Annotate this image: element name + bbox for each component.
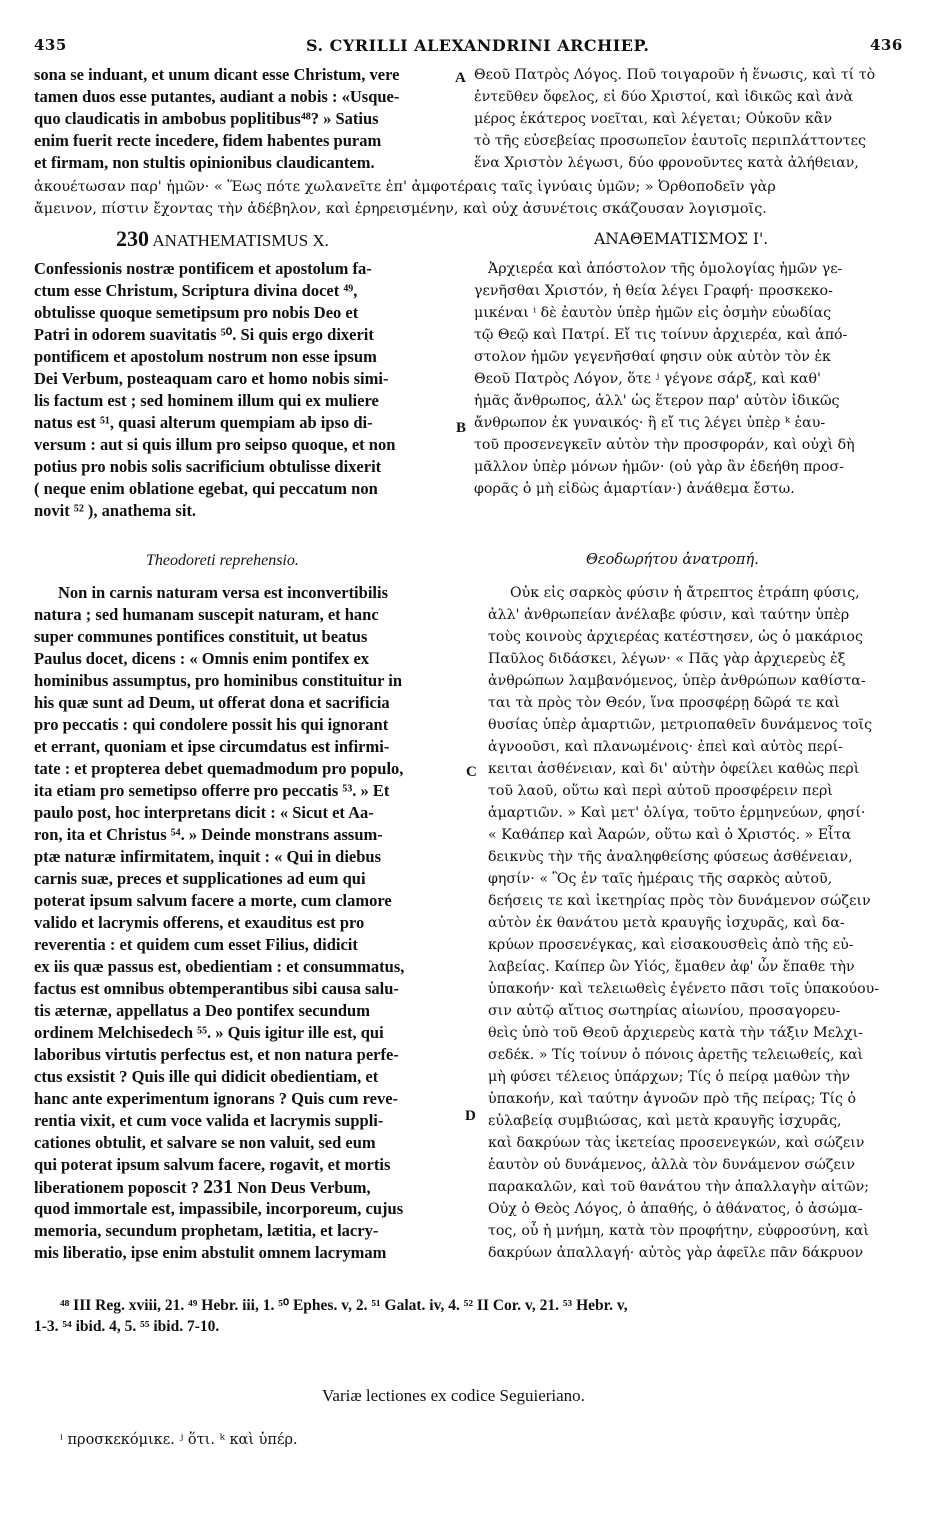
text-line: ἀκουέτωσαν παρ' ἡμῶν· « Ἕως πότε χωλανεῖτε ἐπ' ἀμφοτέραις ταῖς ἰγνύαις ὑμῶν; » Ὀρθοποδεῖν γὰρ — [34, 179, 776, 195]
text-line: ctum esse Christum, Scriptura divina docet ⁴⁹, — [34, 281, 358, 300]
running-title: S. CYRILLI ALEXANDRINI ARCHIEP. — [306, 36, 650, 55]
text-line: φορᾶς ὁ μὴ εἰδὼς ἁμαρτίαν·) ἀνάθεμα ἔστω. — [474, 481, 795, 497]
text-line: reverentia : et quidem cum esset Filius, didicit — [34, 935, 358, 954]
text-line: ἀνθρώπων λαμβανόμενος, ὑπὲρ ἀνθρώπων καθίστα- — [488, 673, 866, 689]
text-line: μέρος ἑκάτερος νοεῖται, καὶ λέγεται; Οὐκοῦν κἂν — [474, 111, 833, 127]
text-line: memoria, secundum prophetam, lætitia, et lacry- — [34, 1221, 379, 1240]
text-line: valido et lacrymis offerens, et exauditus est pro — [34, 913, 365, 932]
marker-c: C — [466, 764, 477, 780]
text-line: Θεοῦ Πατρὸς Λόγος. Ποῦ τοιγαροῦν ἡ ἕνωσις, καὶ τί τὸ — [474, 67, 876, 83]
text-line: Οὐχ ὁ Θεὸς Λόγος, ὁ ἀπαθής, ὁ ἀθάνατος, ὁ ἀσώμα- — [488, 1201, 863, 1217]
text-line: ἐντεῦθεν ὄφελος, εἰ δύο Χριστοί, καὶ ἰδικῶς καὶ ἀνὰ — [474, 89, 854, 105]
text-line: obtulisse quoque semetipsum pro nobis Deo et — [34, 303, 359, 322]
text-line: μᾶλλον ὑπὲρ μόνων ἡμῶν· (οὐ γὰρ ἂν ἐδεήθη προσ- — [474, 459, 844, 475]
text-line: tate : et propterea debet quemadmodum pro populo, — [34, 759, 404, 778]
text-line: quo claudicatis in ambobus poplitibus⁴⁸? » Satius — [34, 109, 379, 128]
text-line: Θεοῦ Πατρὸς Λόγον, ὅτε ʲ γέγονε σάρξ, καὶ καθ' — [474, 371, 821, 387]
text-line: γενῆσθαι Χριστόν, ἡ θεία λέγει Γραφή· προσκεκο- — [474, 283, 833, 299]
text-line: δακρύων ἀπαλλαγή· αὐτὸς γὰρ ἀφεῖλε πᾶν δάκρυον — [488, 1245, 864, 1261]
text-line: et firmam, non stultis opinionibus claudicantem. — [34, 153, 375, 172]
text-line: κρύων προσενέγκας, καὶ εἰσακουσθεὶς ἀπὸ τῆς εὐ- — [488, 937, 854, 953]
reprehensio-title-latin: Theodoreti reprehensio. — [146, 552, 299, 569]
text-line: αὐτὸν ἐκ θανάτου μετὰ κραυγῆς ἰσχυρᾶς, καὶ δα- — [488, 915, 845, 931]
page-number-right: 436 — [870, 36, 903, 54]
text-line: ἀγνοοῦσι, καὶ πλανωμένοις· ἐπεὶ καὶ αὐτὸς περί- — [488, 739, 843, 755]
section-latin-heading: ANATHEMATISMUS X. — [152, 231, 329, 250]
text-span: Non Deus Verbum, — [237, 1178, 371, 1197]
section-title-latin — [116, 226, 329, 252]
text-line: σιν αὐτῷ αἴτιος σωτηρίας αἰωνίου, προσαγορευ- — [488, 1003, 841, 1019]
text-line: hanc ante experimentum ignorans ? Quis cum reve- — [34, 1089, 399, 1108]
text-line: καὶ δακρύων τὰς ἱκετείας προσενεγκών, καὶ σώζειν — [488, 1135, 865, 1151]
variae-lectiones-title: Variæ lectiones ex codice Seguieriano. — [322, 1386, 585, 1405]
text-line: et errant, quoniam et ipse circumdatus est infirmi- — [34, 737, 390, 756]
text-line: ὑπακοήν· καὶ τελειωθεὶς ἐγένετο πᾶσι τοῖς ὑπακούου- — [488, 981, 880, 997]
text-line: natus est ⁵¹, quasi alterum quempiam ab ipso di- — [34, 413, 373, 432]
text-line: τοῦ προσενεγκεῖν αὐτὸν τὴν προσφοράν, καὶ οὐχὶ δὴ — [474, 437, 855, 453]
text-line: ἄμεινον, πίστιν ἔχοντας τὴν ἀδέβηλον, καὶ ἐρηρεισμένην, καὶ οὐχ ἀσυνέτοις σκάζουσαν λογισμοῖς. — [34, 201, 767, 217]
marker-d: D — [465, 1108, 476, 1124]
text-line: pontificem et apostolum nostrum non esse ipsum — [34, 347, 377, 366]
text-line: super communes pontifices constituit, ut beatus — [34, 627, 368, 646]
text-line: poterat ipsum salvum facere a morte, cum clamore — [34, 891, 392, 910]
text-line: Patri in odorem suavitatis ⁵⁰. Si quis ergo dixerit — [34, 325, 374, 344]
text-line: novit ⁵² ), anathema sit. — [34, 501, 197, 520]
text-line: laboribus virtutis perfectus est, et non natura perfe- — [34, 1045, 399, 1064]
section-number-231: 231 — [203, 1176, 234, 1198]
section-title-greek: ΑΝΑΘΕΜΑΤΙΣΜΟΣ Ι'. — [594, 230, 769, 248]
text-span: liberationem poposcit ? — [34, 1178, 199, 1197]
text-line: ex iis quæ passus est, obedientiam : et consummatus, — [34, 957, 405, 976]
text-line: ita etiam pro semetipso offerre pro peccatis ⁵³. » Et — [34, 781, 390, 800]
section-number: 230 — [116, 226, 149, 251]
text-line: natura ; sed humanam suscepit naturam, et hanc — [34, 605, 379, 624]
text-line: σεδέκ. » Τίς τοίνυν ὁ πόνοις ἀρετῆς τελειωθείς, καὶ — [488, 1047, 864, 1063]
text-line: ctus exsistit ? Quis ille qui didicit obedientiam, et — [34, 1067, 379, 1086]
text-line: potius pro nobis solis sacrificium obtulisse dixerit — [34, 457, 382, 476]
text-line: ὑπακοήν, καὶ ταύτην ἀγνοῶν πρὸ τῆς πείρας; Τίς ὁ — [488, 1091, 857, 1107]
text-line: hominibus assumptus, pro hominibus constituitur in — [34, 671, 403, 690]
text-line — [34, 1176, 371, 1199]
footnote-line: ⁴⁸ III Reg. xviii, 21. ⁴⁹ Hebr. iii, 1. ⁵⁰ Ephes. v, 2. ⁵¹ Galat. iv, 4. ⁵² II Cor. v, 21. ⁵³ Hebr. v, — [60, 1297, 628, 1314]
text-line: ἡμᾶς ἄνθρωπος, ἀλλ' ὡς ἕτερον παρ' αὐτὸν ἰδικῶς — [474, 393, 840, 409]
text-line: ἕνα Χριστὸν λέγωσι, δύο φρονοῦντες κατὰ ἀλήθειαν, — [474, 155, 859, 171]
text-line: λαβείας. Καίπερ ὢν Υἱός, ἔμαθεν ἀφ' ὧν ἔπαθε τὴν — [488, 959, 855, 975]
text-line: « Καθάπερ καὶ Ἀαρών, οὕτω καὶ ὁ Χριστός. » Εἶτα — [488, 827, 852, 843]
text-line: ordinem Melchisedech ⁵⁵. » Quis igitur ille est, qui — [34, 1023, 384, 1042]
text-line: paulo post, hoc interpretans dicit : « Sicut et Aa- — [34, 803, 374, 822]
text-line: ἀλλ' ἀνθρωπείαν ἀνέλαβε φύσιν, καὶ ταύτην ὑπὲρ — [488, 607, 850, 623]
reprehensio-title-greek: Θεοδωρήτου ἀνατροπή. — [586, 552, 759, 568]
page-number-left: 435 — [34, 36, 67, 54]
text-line: Dei Verbum, posteaquam caro et homo nobis simi- — [34, 369, 389, 388]
text-line: his quæ sunt ad Deum, ut offerat dona et sacrificia — [34, 693, 390, 712]
text-line: θεὶς ὑπὸ τοῦ Θεοῦ ἀρχιερεὺς κατὰ τὴν τάξιν Μελχι- — [488, 1025, 863, 1041]
text-line: Παῦλος διδάσκει, λέγων· « Πᾶς γὰρ ἀρχιερεὺς ἐξ — [488, 651, 846, 667]
text-line: enim fuerit recte incedere, fidem habentes puram — [34, 131, 382, 150]
variae-lectiones-line: ⁱ προσκεκόμικε. ʲ ὅτι. ᵏ καὶ ὑπέρ. — [60, 1432, 298, 1448]
text-line: μὴ φύσει τέλειος ὑπάρχων; Τίς ὁ πείρᾳ μαθὼν τὴν — [488, 1069, 851, 1085]
text-line: τοὺς κοινοὺς ἀρχιερέας κατέστησεν, ὡς ὁ μακάριος — [488, 629, 863, 645]
text-line: rentia vixit, et cum voce valida et lacrymis suppli- — [34, 1111, 384, 1130]
text-line: pro peccatis : qui condolere possit his qui ignorant — [34, 715, 389, 734]
text-line: factus est omnibus obtemperantibus sibi causa salu- — [34, 979, 399, 998]
text-line: lis factum est ; sed hominem illum qui ex muliere — [34, 391, 379, 410]
text-line: Paulus docet, dicens : « Omnis enim pontifex ex — [34, 649, 370, 668]
footnote-line: 1-3. ⁵⁴ ibid. 4, 5. ⁵⁵ ibid. 7-10. — [34, 1318, 220, 1335]
text-line: τὸ τῆς εὐσεβείας προσωπεῖον ἑαυτοῖς περιπλάττοντες — [474, 133, 866, 149]
text-line: ( neque enim oblatione egebat, qui peccatum non — [34, 479, 378, 498]
text-line: δεικνὺς τὴν τῆς ἀναληφθείσης φύσεως ἀσθένειαν, — [488, 849, 853, 865]
text-line: ἑαυτὸν οὐ δυνάμενος, ἀλλὰ τὸν δυνάμενον σώζειν — [488, 1157, 855, 1173]
text-line: ἄνθρωπον ἐκ γυναικός· ἢ εἴ τις λέγει ὑπὲρ ᵏ ἑαυ- — [474, 415, 826, 431]
marker-b: B — [456, 420, 467, 436]
text-line: Confessionis nostræ pontificem et apostolum fa- — [34, 259, 372, 278]
marker-a: A — [455, 70, 466, 86]
text-line: ται τὰ πρὸς τὸν Θεόν, ἵνα προσφέρῃ δῶρά τε καὶ — [488, 695, 840, 711]
text-line: δεήσεις τε καὶ ἱκετηρίας πρὸς τὸν δυνάμενον σώζειν — [488, 893, 871, 909]
text-line: cationes obtulit, et salvare se non valuit, sed eum — [34, 1133, 376, 1152]
text-line: Non in carnis naturam versa est inconvertibilis — [58, 583, 388, 602]
text-line: εὐλαβείᾳ συμβιώσας, καὶ μετὰ κραυγῆς ἰσχυρᾶς, — [488, 1113, 842, 1129]
text-line: τοῦ λαοῦ, οὕτω καὶ περὶ αὑτοῦ προσφέρειν περὶ — [488, 783, 833, 799]
text-line: carnis suæ, preces et supplicationes ad eum qui — [34, 869, 366, 888]
text-line: τος, οὗ ἡ μνήμη, κατὰ τὸν προφήτην, εὐφροσύνη, καὶ — [488, 1223, 869, 1239]
text-line: τῷ Θεῷ καὶ Πατρί. Εἴ τις τοίνυν ἀρχιερέα, καὶ ἀπό- — [474, 327, 848, 343]
text-line: παρακαλῶν, καὶ τοῦ θανάτου τὴν ἀπαλλαγὴν αἰτῶν; — [488, 1179, 869, 1195]
text-line: mis liberatio, ipse enim abstulit omnem lacrymam — [34, 1243, 387, 1262]
text-line: κειται ἀσθένειαν, καὶ δι' αὐτὴν ὀφείλει καθὼς περὶ — [488, 761, 860, 777]
text-line: sona se induant, et unum dicant esse Christum, vere — [34, 65, 400, 84]
text-line: quod immortale est, impassibile, incorporeum, cujus — [34, 1199, 404, 1218]
text-line: θυσίας ὑπὲρ ἁμαρτιῶν, μετριοπαθεῖν δυνάμενος τοῖς — [488, 717, 873, 733]
text-line: tis æternæ, appellatus a Deo pontifex secundum — [34, 1001, 370, 1020]
text-line: qui poterat ipsum salvum facere, rogavit, et mortis — [34, 1155, 391, 1174]
text-line: ἁμαρτιῶν. » Καὶ μετ' ὀλίγα, τοῦτο ἑρμηνεύων, φησί· — [488, 805, 866, 821]
text-line: versum : aut si quis illum pro seipso quoque, et non — [34, 435, 396, 454]
text-line: φησίν· « Ὃς ἐν ταῖς ἡμέραις τῆς σαρκὸς αὐτοῦ, — [488, 871, 833, 887]
text-line: Οὐκ εἰς σαρκὸς φύσιν ἡ ἄτρεπτος ἐτράπη φύσις, — [510, 585, 860, 601]
text-line: ptæ naturæ infirmitatem, inquit : « Qui in diebus — [34, 847, 381, 866]
text-line: tamen duos esse putantes, audiant a nobis : «Usque- — [34, 87, 400, 106]
text-line: μικέναι ⁱ δὲ ἑαυτὸν ὑπὲρ ἡμῶν εἰς ὀσμὴν εὐωδίας — [474, 305, 832, 321]
text-line: Ἀρχιερέα καὶ ἀπόστολον τῆς ὁμολογίας ἡμῶν γε- — [488, 261, 843, 277]
text-line: ron, ita et Christus ⁵⁴. » Deinde monstrans assum- — [34, 825, 383, 844]
text-line: στολον ἡμῶν γεγενῆσθαί φησιν οὐκ αὐτὸν τὸν ἐκ — [474, 349, 831, 365]
